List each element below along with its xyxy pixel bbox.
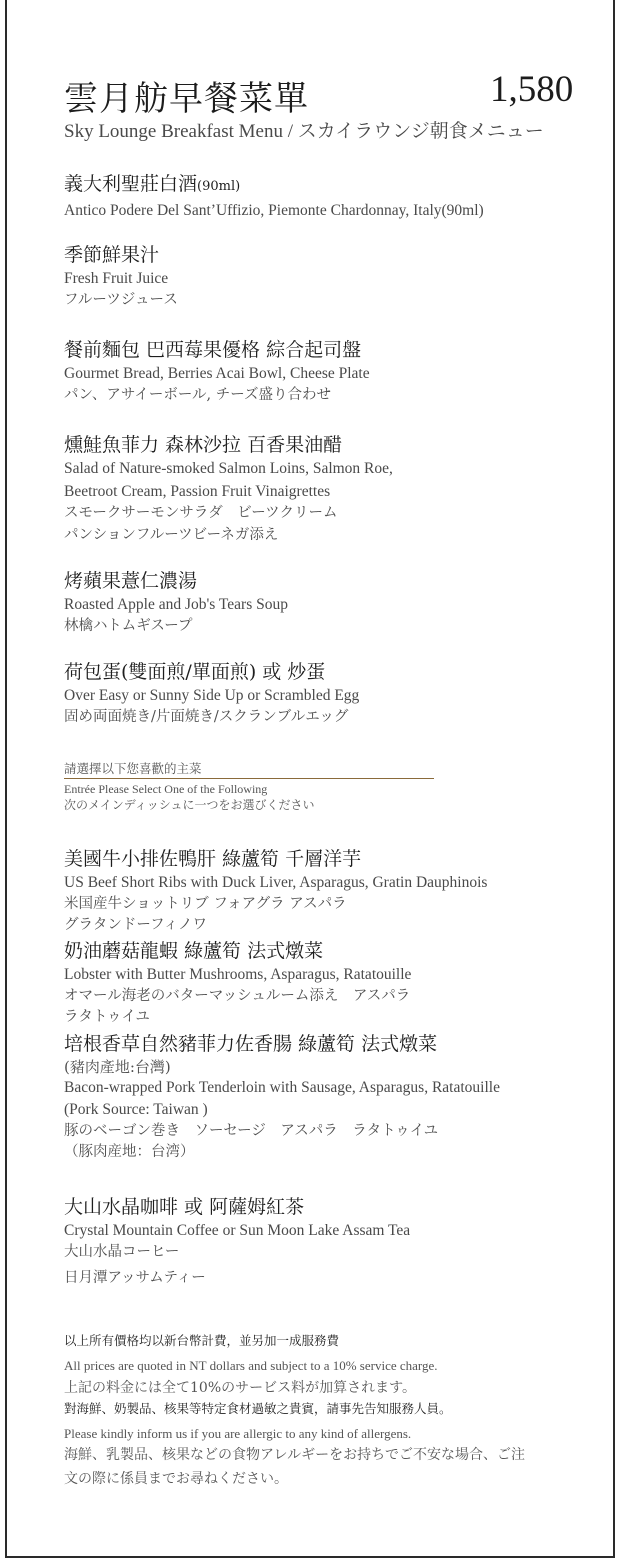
main-line: Bacon-wrapped Pork Tenderloin with Sausage, Asparagus, Ratatouille [64, 1079, 500, 1096]
menu-price: 1,580 [490, 69, 574, 110]
course-wine [64, 171, 612, 221]
note-price-zh: 以上所有價格均以新台幣計費，並另加一成服務費 [64, 1333, 340, 1348]
main-line: ラタトゥイユ [64, 1009, 150, 1025]
course-heading: 燻鮭魚菲力 森林沙拉 百香果油醋 [64, 434, 343, 456]
course-heading-volume: (90ml) [197, 179, 241, 194]
entree-instruction-en: Entrée Please Select One of the Following [64, 782, 268, 796]
course-heading: 季節鮮果汁 [64, 244, 160, 266]
course-eggs [64, 659, 612, 728]
course-line: Roasted Apple and Job's Tears Soup [64, 596, 289, 613]
course-juice [64, 242, 612, 311]
course-line: Crystal Mountain Coffee or Sun Moon Lake Assam Tea [64, 1222, 411, 1239]
course-line: 日月潭アッサムティー [64, 1270, 206, 1286]
main-pork [64, 1032, 612, 1163]
main-line: Lobster with Butter Mushrooms, Asparagus, Ratatouille [64, 966, 412, 983]
footer-notes [64, 1332, 612, 1490]
note-allergy-jp: 海鮮、乳製品、核果などの食物アレルギーをお持ちでご不安な場合、ご注 [64, 1447, 525, 1463]
course-line: Gourmet Bread, Berries Acai Bowl, Cheese Plate [64, 365, 370, 382]
course-line: Beetroot Cream, Passion Fruit Vinaigrettes [64, 483, 331, 500]
main-heading: 美國牛小排佐鴨肝 綠蘆筍 千層洋芋 [64, 848, 362, 870]
entree-instruction-jp: 次のメインディッシュに一つをお選びください [64, 798, 315, 812]
course-line: パンションフルーツビーネガ添え [64, 527, 279, 543]
menu-frame [5, 0, 615, 1558]
main-lobster [64, 939, 612, 1028]
main-line: (Pork Source: Taiwan ) [64, 1101, 208, 1118]
course-heading: 義大利聖莊白酒(90ml) [64, 173, 241, 195]
main-origin: (豬肉產地:台灣) [64, 1058, 171, 1076]
course-line: 固め両面焼き/片面焼き/スクランブルエッグ [64, 709, 349, 725]
course-bread [64, 337, 612, 406]
course-salmon [64, 432, 612, 546]
main-line: オマール海老のバターマッシュルーム添え アスパラ [64, 988, 411, 1004]
divider [64, 778, 434, 779]
course-drink [64, 1194, 612, 1289]
course-line: パン、アサイーボール, チーズ盛り合わせ [64, 387, 332, 403]
course-heading: 烤蘋果薏仁濃湯 [64, 570, 198, 592]
note-allergy-zh: 對海鮮、奶製品、核果等特定食材過敏之貴賓，請事先告知服務人員。 [64, 1401, 452, 1416]
main-line: US Beef Short Ribs with Duck Liver, Asparagus, Gratin Dauphinois [64, 874, 488, 891]
course-line: Salad of Nature-smoked Salmon Loins, Salmon Roe, [64, 460, 393, 477]
course-line: 大山水晶コーヒー [64, 1244, 180, 1260]
note-allergy-jp-cont: 文の際に係員までお尋ねください。 [64, 1471, 288, 1487]
note-allergy-en: Please kindly inform us if you are allergic to any kind of allergens. [64, 1426, 412, 1441]
note-price-en: All prices are quoted in NT dollars and subject to a 10% service charge. [64, 1358, 438, 1373]
course-line: Over Easy or Sunny Side Up or Scrambled Egg [64, 687, 360, 704]
main-line: 米国産牛ショットリブ フォアグラ アスパラ [64, 896, 347, 912]
course-heading: 餐前麵包 巴西莓果優格 綜合起司盤 [64, 339, 362, 361]
main-heading: 奶油蘑菇龍蝦 綠蘆筍 法式燉菜 [64, 940, 324, 962]
entree-instruction [64, 761, 612, 814]
main-heading: 培根香草自然豬菲力佐香腸 綠蘆筍 法式燉菜 [64, 1033, 438, 1055]
course-line: Fresh Fruit Juice [64, 270, 169, 287]
course-soup [64, 568, 612, 637]
entree-instruction-zh: 請選擇以下您喜歡的主菜 [64, 761, 202, 776]
course-line: Antico Podere Del Sant’Uffizio, Piemonte Chardonnay, Italy(90ml) [64, 202, 484, 219]
note-price-jp: 上記の料金には全て10%のサービス料が加算されます。 [64, 1380, 416, 1396]
course-line: フルーツジュース [64, 292, 178, 308]
main-line: グラタンドーフィノワ [64, 917, 207, 933]
menu-subtitle: Sky Lounge Breakfast Menu / スカイラウンジ朝食メニュー [64, 121, 544, 142]
main-line: （豚肉産地：台湾） [64, 1144, 195, 1160]
main-line: 豚のベーゴン巻き ソーセージ アスパラ ラタトゥイユ [64, 1123, 439, 1139]
course-line: 林檎ハトムギスープ [64, 618, 193, 634]
main-beef [64, 847, 612, 936]
menu-title: 雲月舫早餐菜單 [64, 79, 309, 119]
course-heading: 大山水晶咖啡 或 阿薩姆紅茶 [64, 1196, 305, 1218]
course-line: スモークサーモンサラダ ビーツクリーム [64, 505, 338, 521]
course-heading: 荷包蛋(雙面煎/單面煎) 或 炒蛋 [64, 661, 326, 683]
